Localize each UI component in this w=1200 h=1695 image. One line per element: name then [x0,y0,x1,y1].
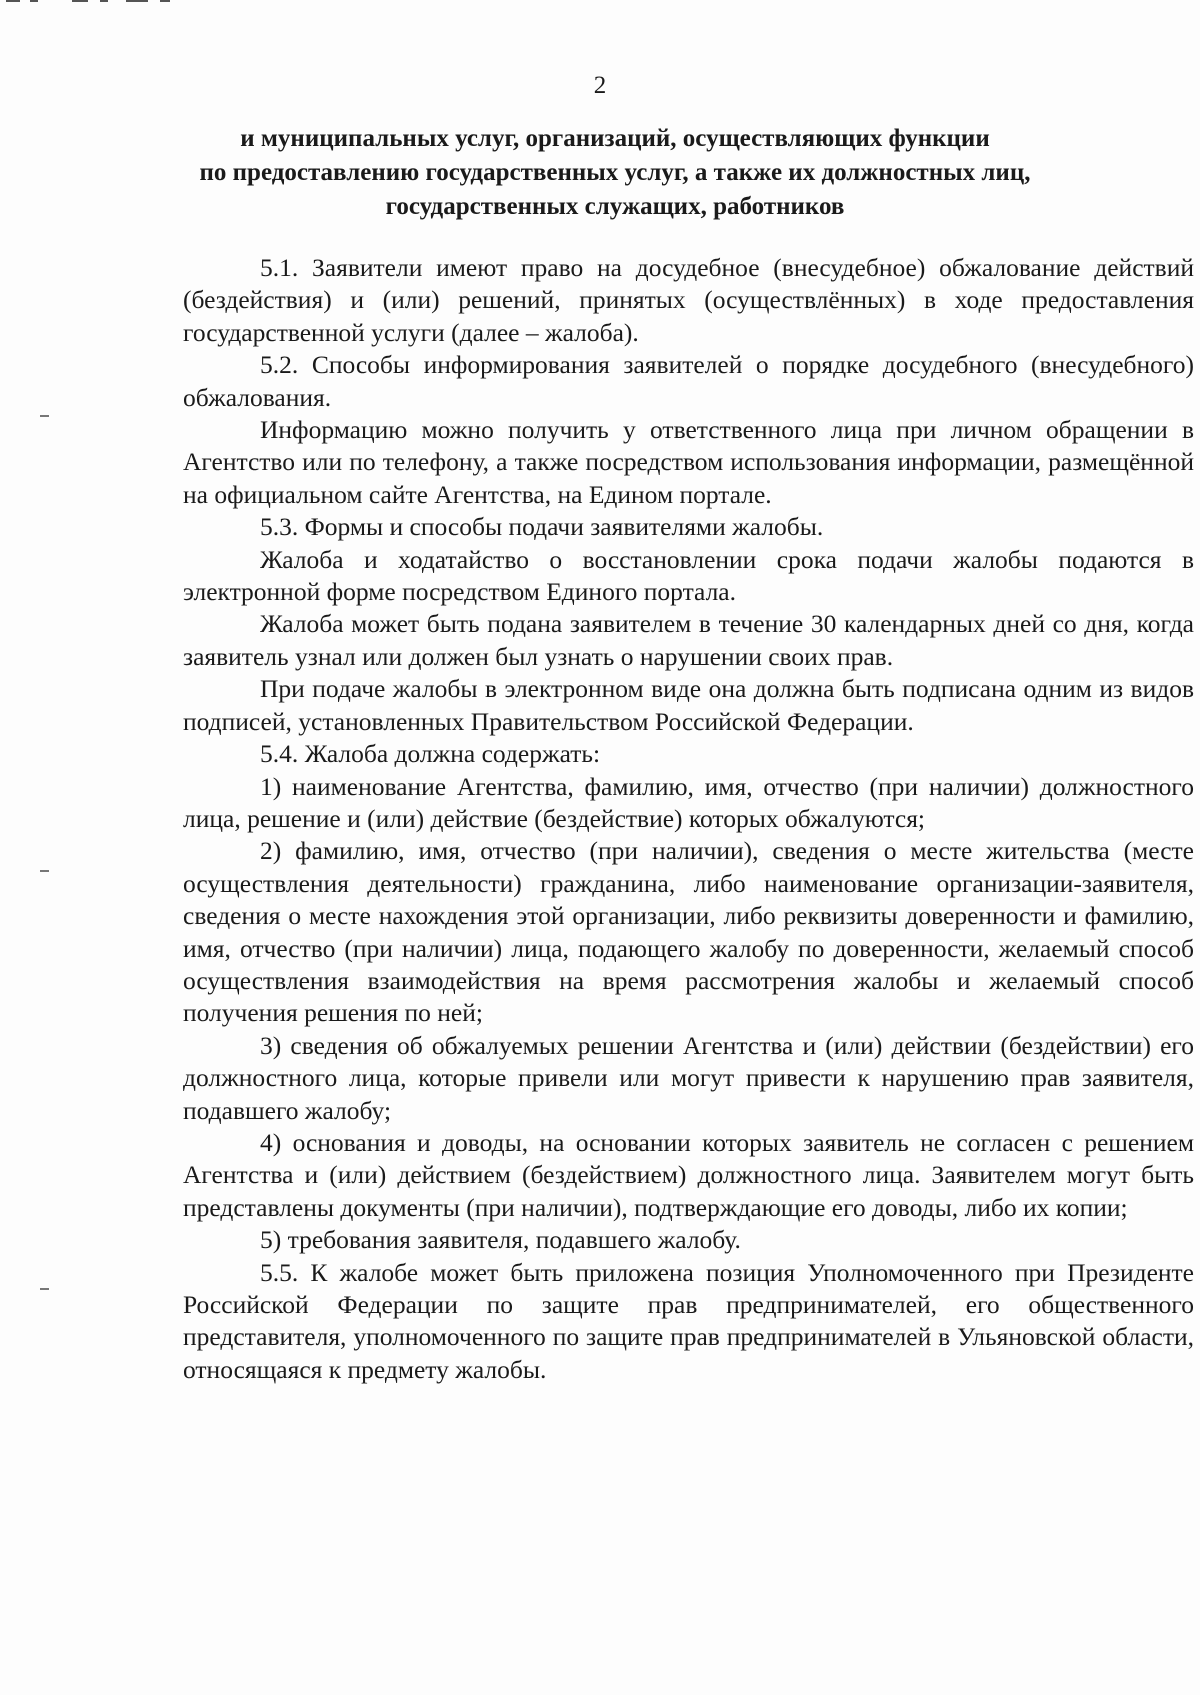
heading-line: по предоставлению государственных услуг, а также их должностных лиц, [199,159,1031,186]
list-item-3: 3) сведения об обжалуемых решении Агентства и (или) действии (бездействии) его должностного лица, которые привели или могут привести к нарушению прав заявителя, подавшего жалобу; [183,1030,1194,1125]
scan-artifact-marks [0,0,200,6]
paragraph-electronic-form: Жалоба и ходатайство о восстановлении срока подачи жалобы подаются в электронной форме посредством Единого портала. [183,544,1194,607]
list-item-5: 5) требования заявителя, подавшего жалобу. [260,1225,741,1255]
paragraph-5-2: 5.2. Способы информирования заявителей о порядке досудебного (внесудебного) обжалования. [183,350,1194,412]
list-item-4: 4) основания и доводы, на основании которых заявитель не согласен с решением Агентства и (или) действием (бездействием) должностного лица. Заявителем могут быть представлены документы (при наличии), подтверждающие его доводы, либо их копии; [183,1127,1194,1222]
paragraph-deadline: Жалоба может быть подана заявителем в течение 30 календарных дней со дня, когда заявитель узнал или должен был узнать о нарушении своих прав. [183,609,1194,671]
paragraph-5-5: 5.5. К жалобе может быть приложена позиция Уполномоченного при Президенте Российской Федерации по защите прав предпринимателей, его общественного представителя, уполномоченного по защите прав предпринимателей в Ульяновской области, относящаяся к предмету жалобы. [183,1257,1194,1384]
list-item-1: 1) наименование Агентства, фамилию, имя, отчество (при наличии) должностного лица, решение и (или) действие (бездействие) которых обжалуются; [183,771,1194,833]
document-body [183,252,1194,1386]
paragraph-5-1: 5.1. Заявители имеют право на досудебное (внесудебное) обжалование действий (бездействия) и (или) решений, принятых (осуществлённых) в ходе предоставления государственной услуги (далее – жалоба). [183,253,1194,347]
page-number: 2 [593,72,607,99]
section-heading [150,122,1080,224]
heading-line: и муниципальных услуг, организаций, осуществляющих функции [240,125,990,152]
heading-line: государственных служащих, работников [385,193,845,220]
scan-mark [126,0,148,2]
scan-mark [6,0,20,2]
margin-mark [40,870,49,872]
scan-mark [100,0,108,2]
scan-mark [30,0,38,2]
margin-mark [40,415,49,417]
paragraph-signature: При подаче жалобы в электронном виде она должна быть подписана одним из видов подписей, установленных Правительством Российской Федерации. [183,674,1194,736]
scan-mark [72,0,88,2]
list-item-2: 2) фамилию, имя, отчество (при наличии), сведения о месте жительства (месте осуществления деятельности) гражданина, либо наименование организации-заявителя, сведения о месте нахождения этой организации, либо реквизиты доверенности и фамилию, имя, отчество (при наличии) лица, подающего жалобу по доверенности, желаемый способ осуществления взаимодействия на время рассмотрения жалобы и желаемый способ получения решения по ней; [183,836,1194,1028]
margin-mark [40,1288,49,1290]
paragraph-5-3: 5.3. Формы и способы подачи заявителями жалобы. [260,512,824,542]
paragraph-information: Информацию можно получить у ответственного лица при личном обращении в Агентство или по телефону, а также посредством использования информации, размещённой на официальном сайте Агентства, на Едином портале. [183,415,1194,509]
scan-mark [160,0,170,2]
paragraph-5-4: 5.4. Жалоба должна содержать: [260,739,601,769]
